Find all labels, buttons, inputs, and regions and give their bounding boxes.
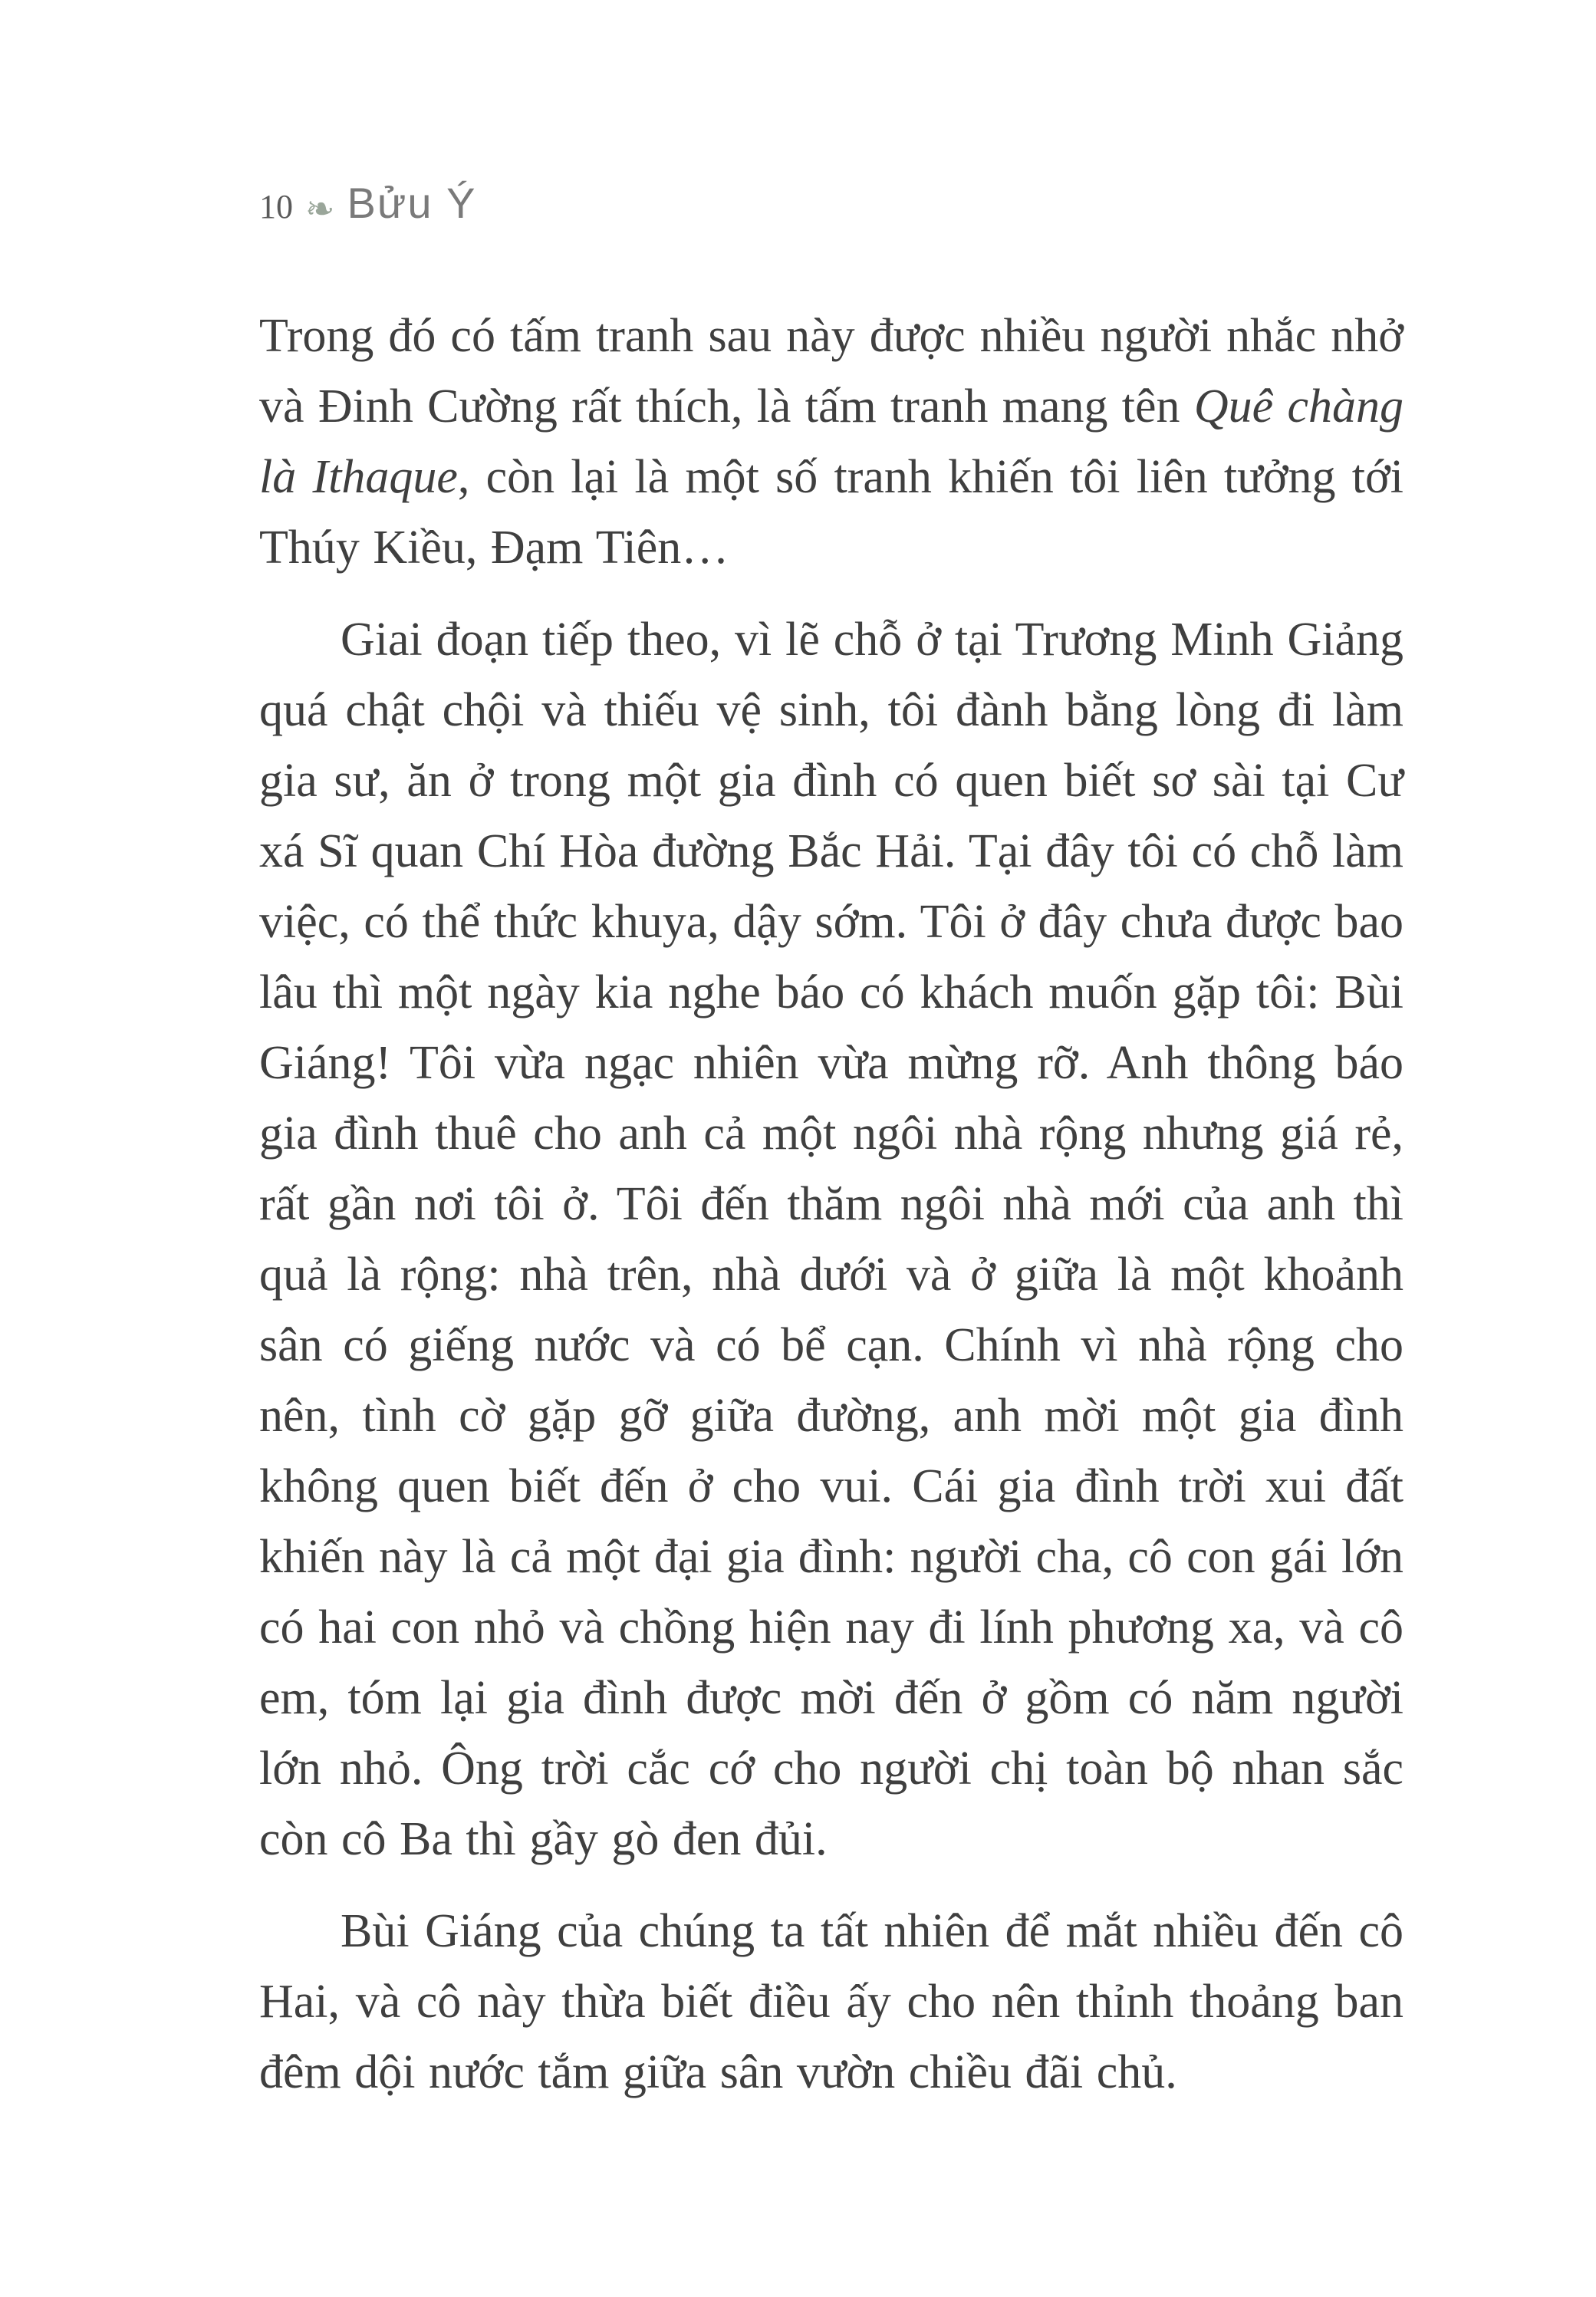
text-segment: Giai đoạn tiếp theo, vì lẽ chỗ ở tại Trương Minh Giảng quá chật chội và thiếu vệ sinh, tôi đành bằng lòng đi làm gia sư, ăn ở trong một gia đình có quen biết sơ sài tại Cư xá Sĩ quan Chí Hòa đường Bắc Hải. Tại đây tôi có chỗ làm việc, có thể thức khuya, dậy sớm. Tôi ở đây chưa được bao lâu thì một ngày kia nghe báo có khách muốn gặp tôi: Bùi Giáng! Tôi vừa ngạc nhiên vừa mừng rỡ. Anh thông báo gia đình thuê cho anh cả một ngôi nhà rộng nhưng giá rẻ, rất gần nơi tôi ở. Tôi đến thăm ngôi nhà mới của anh thì quả là rộng: nhà trên, nhà dưới và ở giữa là một khoảnh sân có giếng nước và có bể cạn. Chính vì nhà rộng cho nên, tình cờ gặp gỡ giữa đường, anh mời một gia đình không quen biết đến ở cho vui. Cái gia đình trời xui đất khiến này là cả một đại gia đình: người cha, cô con gái lớn có hai con nhỏ và chồng hiện nay đi lính phương xa, và cô em, tóm lại gia đình được mời đến ở gồm có năm người lớn nhỏ. Ông trời cắc cớ cho người chị toàn bộ nhan sắc còn cô Ba thì gầy gò đen đủi.: [259, 614, 1403, 1865]
text-segment: Trong đó có tấm tranh sau này được nhiều người nhắc nhở và Đinh Cường rất thích, là tấm tranh mang tên: [259, 310, 1403, 433]
italic-text-segment: Quê chàng là Ithaque: [259, 380, 1404, 503]
paragraph: [259, 604, 1403, 1874]
running-head-author: Bửu Ý: [347, 179, 477, 227]
page-header: [259, 178, 476, 228]
fleuron-icon: ❧: [305, 188, 335, 229]
page-number: 10: [259, 188, 293, 225]
text-segment: , còn lại là một số tranh khiến tôi liên tưởng tới Thúy Kiều, Đạm Tiên…: [259, 451, 1403, 574]
page-body: [259, 301, 1403, 2108]
paragraph: [259, 301, 1403, 583]
paragraph: [259, 1896, 1403, 2108]
text-segment: Bùi Giáng của chúng ta tất nhiên để mắt nhiều đến cô Hai, và cô này thừa biết điều ấy cho nên thỉnh thoảng ban đêm dội nước tắm giữa sân vườn chiều đãi chủ.: [259, 1905, 1403, 2098]
